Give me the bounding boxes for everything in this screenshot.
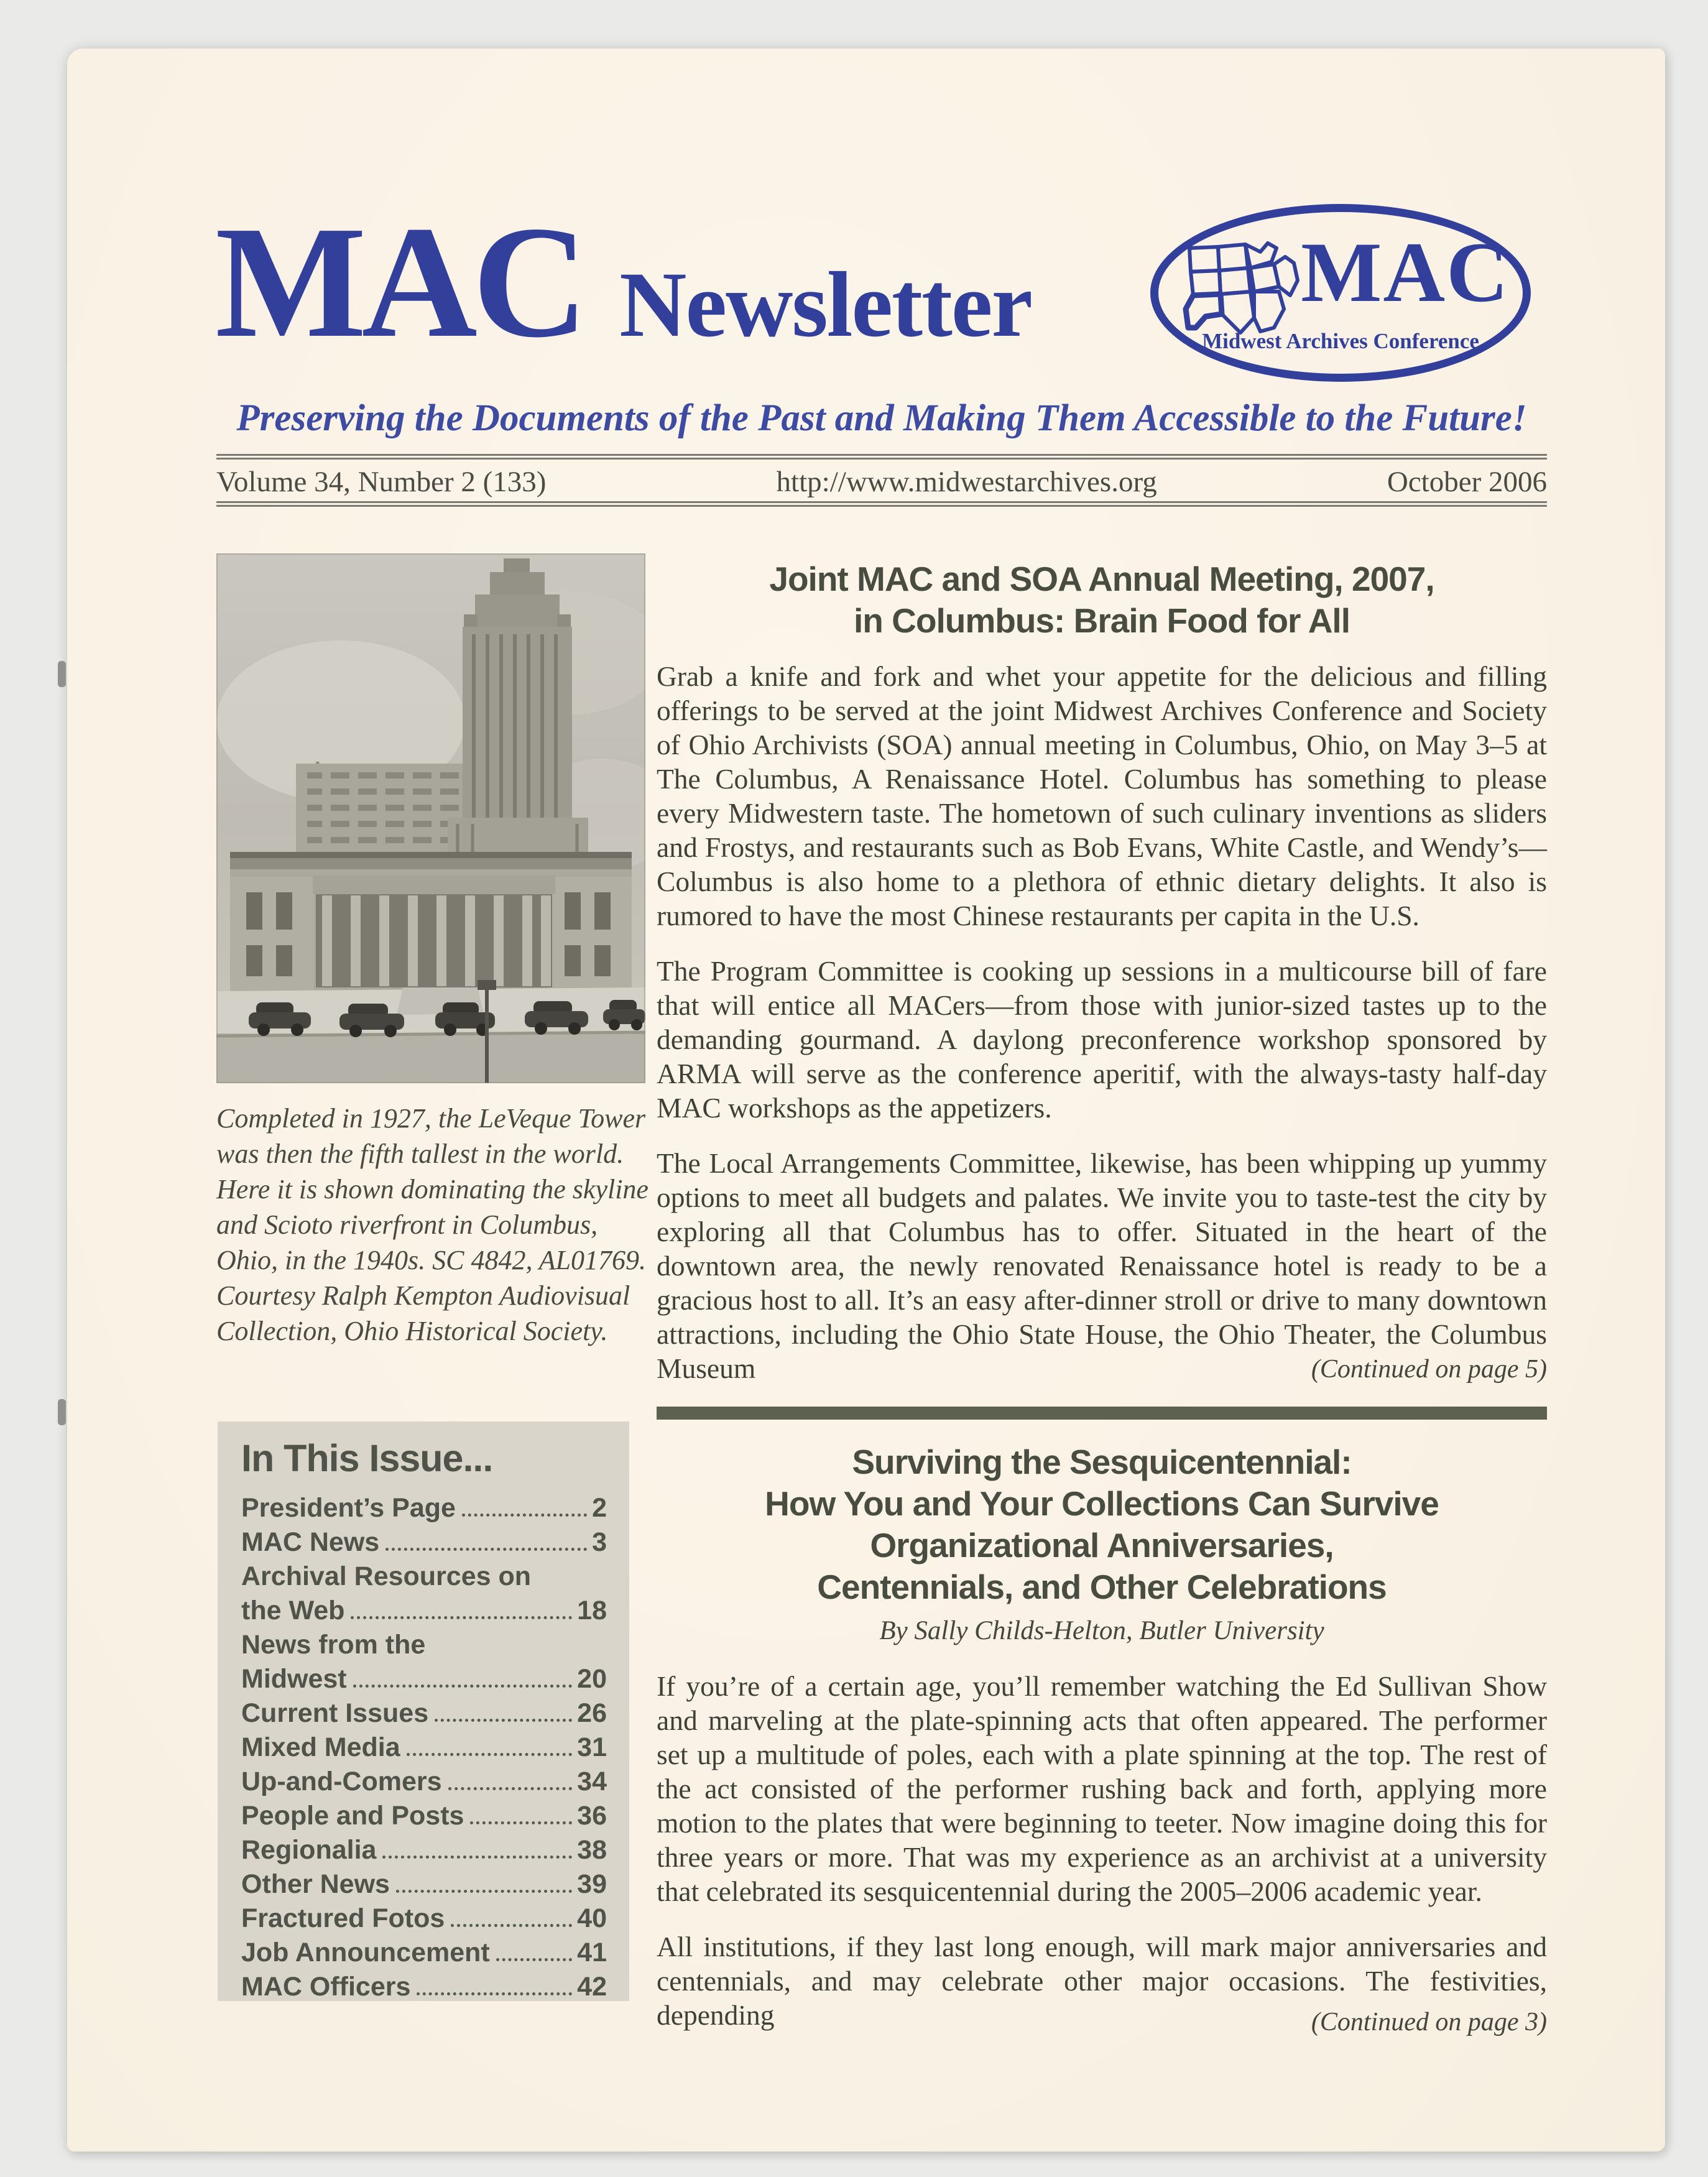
toc-item-label: Fractured Fotos [241, 1903, 445, 1933]
toc-item-label: Job Announcement [241, 1938, 490, 1967]
toc-heading: In This Issue... [241, 1437, 493, 1479]
toc-item-mac-officers [241, 1971, 607, 2002]
issue-date: October 2006 [1387, 466, 1547, 498]
toc-item-label: President’s Page [241, 1493, 456, 1523]
toc-item-label: Up-and-Comers [241, 1767, 442, 1796]
article2-paragraph: All institutions, if they last long enough, will mark major anniversaries and centennials, and may celebrate other major occasions. The festivities, depending [657, 1931, 1547, 2031]
toc-item-label: Current Issues [241, 1698, 429, 1728]
toc-item-page: 42 [577, 1972, 607, 2002]
newsletter-page [67, 49, 1665, 2152]
toc-leader [385, 1548, 587, 1551]
article1-paragraph: Grab a knife and fork and whet your appetite for the delicious and filling offerings to be served at the joint Midwest Archives Conference and Society of Ohio Archivists (SOA) annual meeting in Columbus, Ohio, on May 3–5 at The Columbus, A Renaissance Hotel. Columbus has something to please every Midwestern taste. The hometown of such culinary inventions as sliders and Frostys, and restaurants such as Bob Evans, White Castle, and Wendy’s—Columbus is also home to a plethora of ethnic dietary delights. It also is rumored to have the most Chinese restaurants per capita in the U.S. [657, 660, 1547, 931]
rule-top [216, 454, 1547, 460]
toc-item-news-from-midwest-line2 [241, 1663, 607, 1694]
mac-logo [1150, 204, 1531, 382]
toc-item-page: 31 [577, 1732, 607, 1762]
toc-item-page: 40 [577, 1903, 607, 1933]
toc-leader [382, 1856, 572, 1859]
toc-item-current-issues [241, 1698, 607, 1729]
article1-paragraph: The Program Committee is cooking up sessions in a multicourse bill of fare that will entice all MACers—from those with junior-sized tastes up to the demanding gourmand. A daylong preconference workshop sponsored by ARMA will serve as the conference aperitif, with the always-tasty half-day MAC workshops as the appetizers. [657, 955, 1547, 1124]
article2-title-line1: Surviving the Sesquicentennial: [852, 1443, 1352, 1481]
article1-body [657, 659, 1547, 1407]
article2-title-line4: Centennials, and Other Celebrations [817, 1568, 1387, 1606]
in-this-issue-box [218, 1421, 629, 2001]
rule-bottom [216, 501, 1547, 507]
toc-item-up-and-comers [241, 1766, 607, 1797]
article2-continued-note: (Continued on page 3) [1311, 2008, 1547, 2036]
article2-body [657, 1669, 1547, 2053]
binding-staple [58, 661, 66, 687]
leveque-tower-photo [216, 553, 645, 1083]
masthead [215, 193, 1032, 371]
article2-title-line3: Organizational Anniversaries, [870, 1526, 1334, 1565]
toc-item-label: MAC Officers [241, 1972, 411, 2002]
toc-item-label: Midwest [241, 1664, 347, 1694]
toc-item-page: 18 [577, 1596, 607, 1625]
toc-item-news-from-midwest-line1: News from the [241, 1630, 426, 1660]
toc-item-presidents-page [241, 1492, 607, 1523]
logo-acronym: MAC [1301, 224, 1510, 320]
toc-item-label: Regionalia [241, 1835, 377, 1865]
toc-item-mixed-media [241, 1732, 607, 1763]
toc-item-page: 39 [577, 1869, 607, 1899]
toc-leader [435, 1719, 572, 1722]
binding-staple [58, 1399, 66, 1425]
toc-item-page: 41 [577, 1938, 607, 1967]
toc-item-page: 34 [577, 1767, 607, 1796]
toc-item-people-and-posts [241, 1800, 607, 1831]
toc-leader [470, 1821, 572, 1824]
toc-leader [451, 1924, 572, 1927]
toc-item-page: 36 [577, 1801, 607, 1831]
issue-info-bar [216, 465, 1547, 499]
article1-paragraph: The Local Arrangements Committee, likewise, has been whipping up yummy options to meet all budgets and palates. We invite you to taste-test the city by exploring all that Columbus has to offer. Situated in the heart of the downtown area, the newly renovated Renaissance hotel is ready to be a gracious host to all. It’s an easy after-dinner stroll or drive to many downtown attractions, including the Ohio State House, the Ohio Theater, the Columbus Museum [657, 1147, 1547, 1384]
toc-item-fractured-fotos [241, 1903, 607, 1934]
toc-item-regionalia [241, 1834, 607, 1865]
toc-leader [417, 1992, 572, 1995]
toc-item-archival-resources-line2 [241, 1595, 607, 1626]
toc-leader [462, 1514, 587, 1517]
toc-leader [496, 1958, 572, 1961]
website-url: http://www.midwestarchives.org [776, 466, 1157, 498]
toc-leader [353, 1685, 573, 1688]
article1-title-line2: in Columbus: Brain Food for All [853, 601, 1350, 640]
article2-byline: By Sally Childs-Helton, Butler University [879, 1616, 1324, 1645]
volume-number: Volume 34, Number 2 (133) [216, 466, 547, 498]
toc-leader [351, 1616, 572, 1619]
toc-item-archival-resources-line1: Archival Resources on [241, 1561, 532, 1591]
article1-continued-note: (Continued on page 5) [1311, 1355, 1547, 1384]
article2-title-line2: How You and Your Collections Can Survive [765, 1484, 1439, 1523]
toc-item-page: 38 [577, 1835, 607, 1865]
article1-title-line1: Joint MAC and SOA Annual Meeting, 2007, [769, 560, 1434, 598]
article1-title [657, 558, 1547, 642]
masthead-title-mac: MAC [215, 193, 584, 371]
section-divider-bar [657, 1407, 1547, 1420]
toc-item-label: MAC News [241, 1527, 380, 1557]
toc-leader [407, 1753, 572, 1756]
toc-item-page: 20 [577, 1664, 607, 1694]
photo-caption: Completed in 1927, the LeVeque Tower was then the fifth tallest in the world. Here it is shown dominating the skyline and Scioto riverfront in Columbus, Ohio, in the 1940s. SC 4842, AL01769. Courtesy Ralph Kempton Audiovisual Collection, Ohio Historical Society. [216, 1103, 649, 1346]
toc-item-label: Other News [241, 1869, 390, 1899]
article2-paragraph: If you’re of a certain age, you’ll remember watching the Ed Sullivan Show and marveling at the plate-spinning acts that often appeared. The performer set up a multitude of poles, each with a plate spinning at the top. The rest of the act consisted of the performer rushing back and forth, applying more motion to the plates that were beginning to teeter. Now imagine doing this for three years or more. That was my experience as an archivist at a university that celebrated its sesquicentennial during the 2005–2006 academic year. [657, 1670, 1547, 1907]
toc-item-page: 26 [577, 1698, 607, 1728]
tagline: Preserving the Documents of the Past and Making Them Accessible to the Future! [236, 397, 1527, 439]
toc-item-page: 3 [592, 1527, 607, 1557]
toc-item-page: 2 [592, 1493, 607, 1523]
toc-item-other-news [241, 1869, 607, 1900]
toc-item-label: the Web [241, 1596, 345, 1625]
article2-title [657, 1441, 1547, 1608]
toc-leader [396, 1890, 572, 1893]
masthead-title-newsletter: Newsletter [619, 253, 1032, 356]
toc-item-job-announcement [241, 1937, 607, 1968]
logo-org-name: Midwest Archives Conference [1202, 329, 1479, 353]
toc-leader [448, 1787, 573, 1790]
toc-item-label: People and Posts [241, 1801, 464, 1831]
toc-item-mac-news [241, 1527, 607, 1558]
toc-item-label: Mixed Media [241, 1732, 400, 1762]
